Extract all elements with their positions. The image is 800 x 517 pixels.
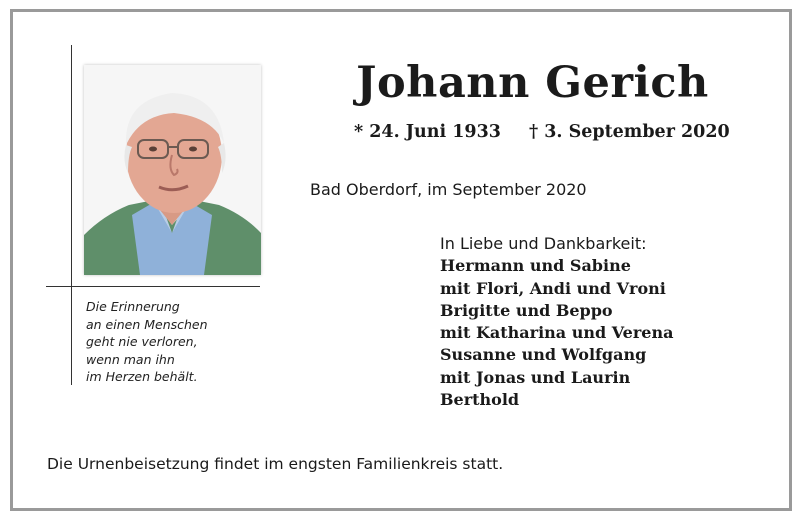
mourner-line: Berthold [440, 390, 520, 410]
mourner-line: mit Jonas und Laurin [440, 367, 631, 387]
place-and-date: Bad Oberdorf, im September 2020 [310, 180, 587, 199]
quote-line: wenn man ihn [86, 351, 175, 367]
mourners-list [440, 233, 673, 411]
birth-date: * 24. Juni 1933 [354, 122, 501, 142]
quote-line: Die Erinnerung [86, 299, 180, 314]
quote-line: an einen Menschen [86, 316, 208, 332]
funeral-note: Die Urnenbeisetzung findet im engsten Familienkreis statt. [47, 455, 504, 473]
mourner-line: Brigitte und Beppo [440, 300, 613, 320]
horizontal-divider [46, 286, 260, 287]
mourner-line: mit Flori, Andi und Vroni [440, 278, 666, 298]
death-date: † 3. September 2020 [528, 122, 730, 142]
quote-line: geht nie verloren, [86, 334, 198, 349]
memorial-quote [86, 298, 256, 386]
mourner-line: Hermann und Sabine [440, 256, 631, 276]
portrait-photo [84, 65, 261, 275]
mourner-line: mit Katharina und Verena [440, 323, 674, 343]
deceased-name: Johann Gerich [356, 58, 709, 108]
vertical-divider [71, 45, 72, 385]
quote-line: im Herzen behält. [86, 369, 198, 384]
mourners-intro: In Liebe und Dankbarkeit: [440, 234, 647, 253]
mourner-line: Susanne und Wolfgang [440, 345, 647, 365]
life-dates [354, 122, 730, 142]
